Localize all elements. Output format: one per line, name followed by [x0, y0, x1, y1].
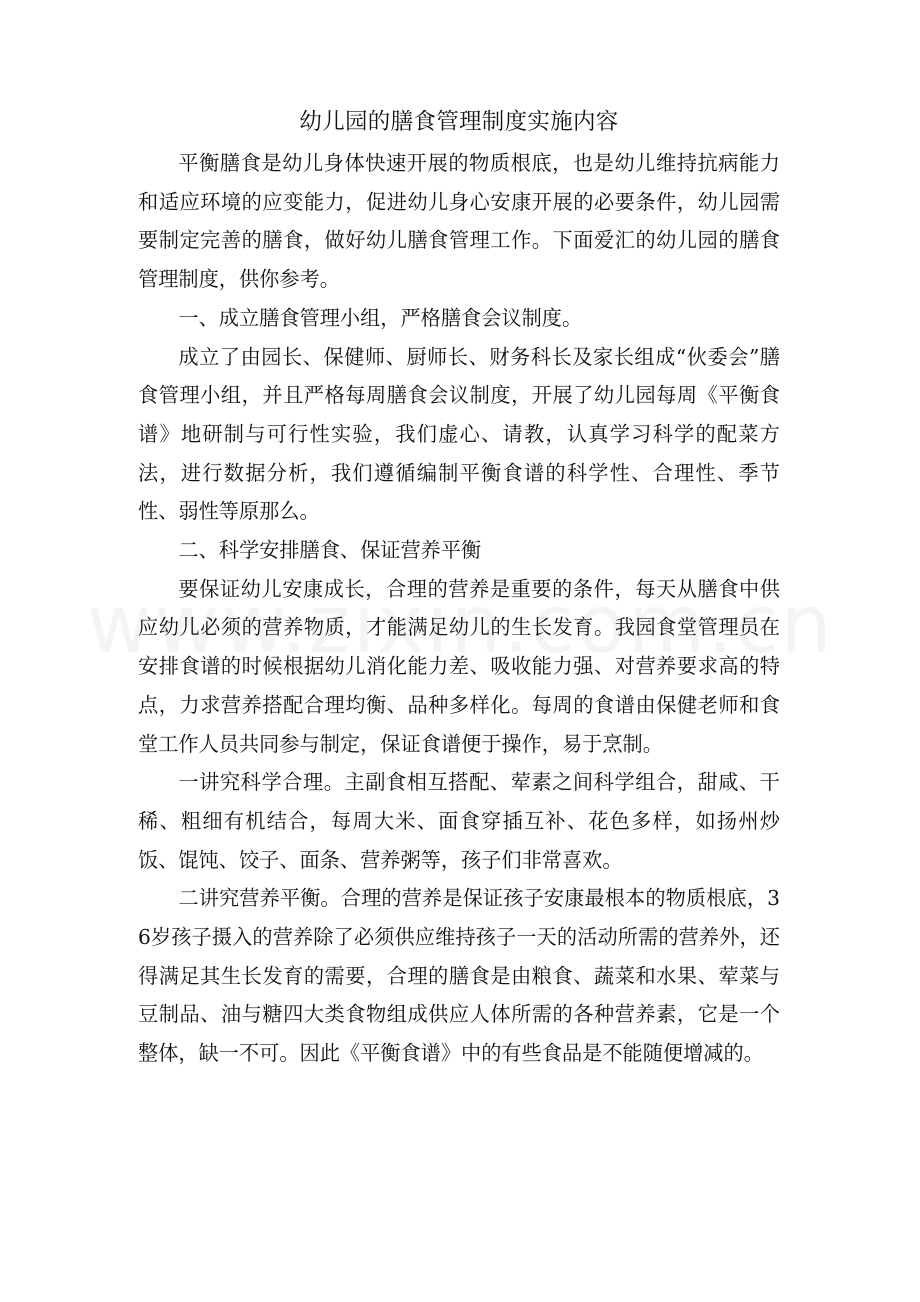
- document-body: [138, 104, 780, 1073]
- document-title: 幼儿园的膳食管理制度实施内容: [299, 109, 619, 135]
- paragraph-intro: 平衡膳食是幼儿身体快速开展的物质根底，也是幼儿维持抗病能力和适应环境的应变能力，促进幼儿身心安康开展的必要条件，幼儿园需要制定完善的膳食，做好幼儿膳食管理工作。下面爱汇的幼儿园的膳食管理制度，供你参考。: [138, 151, 780, 292]
- paragraph-committee: 成立了由园长、保健师、厨师长、财务科长及家长组成“伙委会”膳食管理小组，并且严格每周膳食会议制度，开展了幼儿园每周《平衡食谱》地研制与可行性实验，我们虚心、请教，认真学习科学的配菜方法，进行数据分析，我们遵循编制平衡食谱的科学性、合理性、季节性、弱性等原那么。: [138, 344, 780, 524]
- section-heading-1: 一、成立膳食管理小组，严格膳食会议制度。: [178, 305, 583, 330]
- paragraph-point-1: 一讲究科学合理。主副食相互搭配、荤素之间科学组合，甜咸、干稀、粗细有机结合，每周大米、面食穿插互补、花色多样，如扬州炒饭、馄饨、饺子、面条、营养粥等，孩子们非常喜欢。: [138, 770, 780, 872]
- paragraph-point-2: 二讲究营养平衡。合理的营养是保证孩子安康最根本的物质根底，3 6岁孩子摄入的营养除了必须供应维持孩子一天的活动所需的营养外，还得满足其生长发育的需要，合理的膳食是由粮食、蔬菜和水果、荤菜与豆制品、油与糖四大类食物组成供应人体所需的各种营养素，它是一个整体，缺一不可。因此《平衡食谱》中的有些食品是不能随便增减的。: [138, 886, 780, 1066]
- paragraph-nutrition: 要保证幼儿安康成长，合理的营养是重要的条件，每天从膳食中供应幼儿必须的营养物质，才能满足幼儿的生长发育。我园食堂管理员在安排食谱的时候根据幼儿消化能力差、吸收能力强、对营养要求高的特点，力求营养搭配合理均衡、品种多样化。每周的食谱由保健老师和食堂工作人员共同参与制定，保证食谱便于操作，易于烹制。: [138, 576, 780, 756]
- section-heading-2: 二、科学安排膳食、保证营养平衡: [178, 538, 482, 563]
